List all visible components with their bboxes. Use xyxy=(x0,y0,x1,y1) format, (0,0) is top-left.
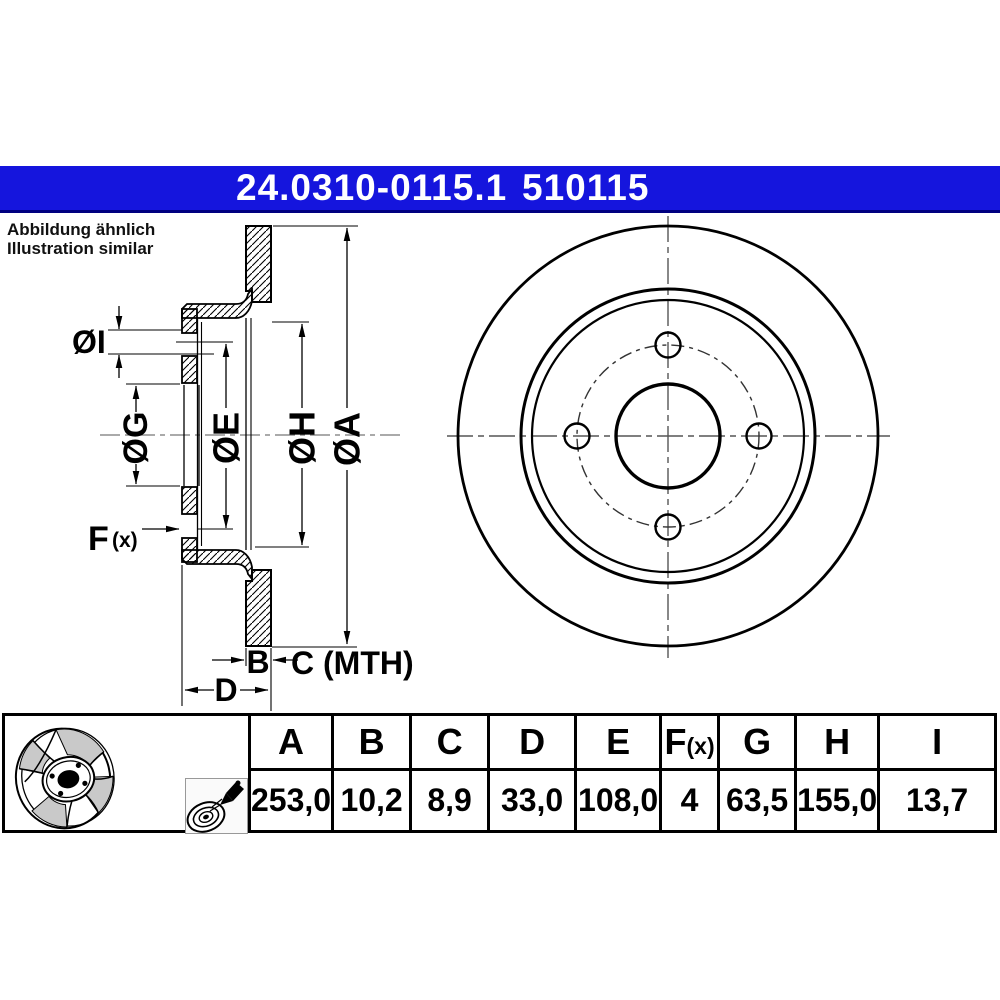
col-header-a: A xyxy=(250,715,333,770)
part-number: 24.0310-0115.1 xyxy=(236,167,508,208)
dim-label-d: D xyxy=(214,672,238,708)
flange-segment xyxy=(182,309,197,333)
col-header-g: G xyxy=(719,715,796,770)
col-header-e: E xyxy=(576,715,661,770)
value-a: 253,0 xyxy=(250,770,333,832)
col-header-b: B xyxy=(333,715,411,770)
note-line-1: Abbildung ähnlich xyxy=(7,220,156,239)
value-h: 155,0 xyxy=(796,770,879,832)
flange-segment xyxy=(182,538,197,562)
value-fx: 4 xyxy=(661,770,719,832)
dim-label-dia-a: ØA xyxy=(326,412,368,466)
value-d: 33,0 xyxy=(489,770,576,832)
dim-label-dia-e: ØE xyxy=(205,411,247,465)
col-header-fx-main: F xyxy=(664,721,687,763)
value-g: 63,5 xyxy=(719,770,796,832)
flange-segment xyxy=(182,356,197,383)
col-header-c: C xyxy=(411,715,489,770)
extension-lines xyxy=(108,226,358,711)
col-header-fx-sub: (x) xyxy=(686,733,715,760)
marking-direction-icon xyxy=(185,778,248,834)
col-header-i: I xyxy=(879,715,996,770)
value-e: 108,0 xyxy=(576,770,661,832)
logo-cell xyxy=(4,715,250,832)
cross-section-view xyxy=(72,226,414,711)
friction-ring-bottom xyxy=(246,570,271,646)
dim-label-dia-h: ØH xyxy=(281,411,323,465)
flange-segment xyxy=(182,487,197,514)
value-b: 10,2 xyxy=(333,770,411,832)
dim-label-f: F xyxy=(88,520,109,558)
col-header-fx xyxy=(661,715,719,770)
dim-label-dia-g: ØG xyxy=(117,411,155,465)
table-header-row xyxy=(4,715,996,770)
spec-table xyxy=(2,713,997,833)
catalog-number: 510115 xyxy=(522,167,650,208)
dim-label-f-x: (x) xyxy=(112,529,138,552)
value-c: 8,9 xyxy=(411,770,489,832)
powerdisc-logo xyxy=(13,722,117,834)
dim-label-b: B xyxy=(246,644,270,680)
front-view xyxy=(447,216,890,658)
col-header-d: D xyxy=(489,715,576,770)
note-line-2: Illustration similar xyxy=(7,239,154,258)
col-header-h: H xyxy=(796,715,879,770)
dim-label-dia-i: ØI xyxy=(72,324,106,360)
value-i: 13,7 xyxy=(879,770,996,832)
dim-label-c: C (MTH) xyxy=(291,645,414,681)
